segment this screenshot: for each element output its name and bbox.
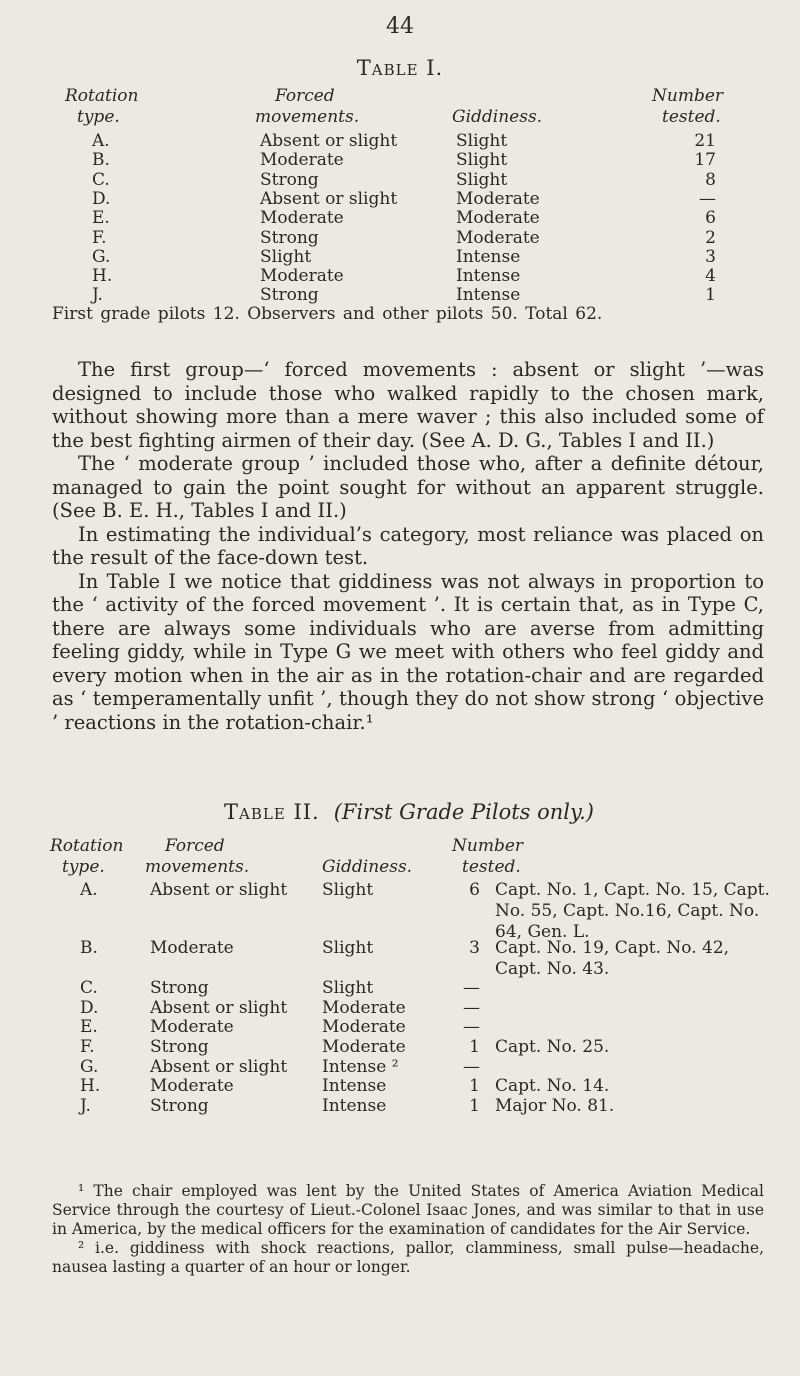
- table2-cell-giddiness: Intense ²: [322, 1057, 399, 1077]
- table2-cell-number: 1: [469, 1037, 480, 1057]
- table2-cell-number: 3: [469, 938, 480, 958]
- footnote-2: ² i.e. giddiness with shock reactions, pallor, clamminess, small pulse—headache, nausea lasting a quarter of an hour or longer.: [52, 1239, 764, 1276]
- table2-cell-number: —: [463, 978, 480, 998]
- table2-header-giddiness: Giddiness.: [322, 857, 413, 877]
- table1-cell-forced: Absent or slight: [260, 131, 398, 151]
- table2-cell-type: F.: [80, 1037, 95, 1057]
- table1-cell-type: F.: [92, 227, 107, 248]
- paragraph-3: In estimating the individual’s category, most reliance was placed on the result of the face-down test.: [52, 522, 764, 569]
- table1-cell-type: C.: [92, 169, 110, 190]
- table1-cell-type: B.: [92, 150, 110, 171]
- body-text: [52, 358, 764, 734]
- table1-cell-number: 1: [705, 285, 716, 306]
- table2-cell-remarks: Capt. No. 14.: [495, 1076, 610, 1096]
- table2-cell-giddiness: Slight: [322, 938, 374, 958]
- table1-cell-type: H.: [92, 266, 113, 287]
- table2-cell-remarks: Capt. No. 1, Capt. No. 15, Capt. No. 55, Capt. No.16, Capt. No. 64, Gen. L.: [495, 880, 770, 942]
- table1-cell-type: A.: [92, 131, 110, 151]
- table2-cell-number: —: [463, 1057, 480, 1077]
- table2-cell-forced: Absent or slight: [150, 998, 288, 1018]
- table1-cell-giddiness: Moderate: [456, 208, 540, 229]
- table2-cell-forced: Moderate: [150, 1076, 234, 1096]
- table2-cell-giddiness: Intense: [322, 1076, 387, 1096]
- table1-header-number: Number tested.: [652, 86, 724, 127]
- table1-cell-forced: Moderate: [260, 150, 344, 171]
- table2-cell-number: —: [463, 998, 480, 1018]
- table1-cell-giddiness: Moderate: [456, 188, 540, 209]
- table2-cell-forced: Strong: [150, 1037, 209, 1057]
- table2-cell-type: B.: [80, 938, 98, 958]
- table2-cell-remarks: Capt. No. 19, Capt. No. 42, Capt. No. 43.: [495, 938, 730, 979]
- table1-cell-number: —: [699, 188, 716, 209]
- table2-cell-number: 1: [469, 1076, 480, 1096]
- table1-cell-giddiness: Intense: [456, 246, 521, 267]
- table2-cell-type: H.: [80, 1076, 101, 1096]
- table1-cell-number: 4: [705, 266, 716, 287]
- table2-cell-remarks: Major No. 81.: [495, 1096, 615, 1116]
- table2-header-forced: Forced movements.: [145, 836, 250, 877]
- page-number: 44: [386, 14, 414, 39]
- table1-cell-giddiness: Slight: [456, 131, 508, 151]
- table2-cell-giddiness: Moderate: [322, 998, 406, 1018]
- table2-cell-type: J.: [80, 1096, 91, 1116]
- table2-cell-type: E.: [80, 1017, 98, 1037]
- table2-cell-number: 1: [469, 1096, 480, 1116]
- table1-cell-forced: Absent or slight: [260, 188, 398, 209]
- table2-caption: [224, 800, 594, 824]
- table1-cell-number: 6: [705, 208, 716, 229]
- table2-cell-number: 6: [469, 880, 480, 900]
- paragraph-1: The first group—‘ forced movements : absent or slight ’—was designed to include those who walked rapidly to the chosen mark, without showing more than a mere waver ; this also included some of the best fighting airmen of their day. (See A. D. G., Tables I and II.): [52, 358, 764, 452]
- table2-cell-number: —: [463, 1017, 480, 1037]
- table1-cell-giddiness: Intense: [456, 266, 521, 287]
- table2-subcaption: (First Grade Pilots only.): [333, 800, 594, 824]
- table1-cell-number: 3: [705, 246, 716, 267]
- table2-cell-giddiness: Moderate: [322, 1017, 406, 1037]
- table1-cell-number: 2: [705, 227, 716, 248]
- table1-cell-giddiness: Slight: [456, 169, 508, 190]
- table1-cell-number: 21: [694, 131, 716, 151]
- table1-cell-forced: Strong: [260, 169, 319, 190]
- footnote-1: ¹ The chair employed was lent by the United States of America Aviation Medical Service through the courtesy of Lieut.-Colonel Isaac Jones, and was similar to that in use in America, by the medical officers for the examination of candidates for the Air Service.: [52, 1182, 764, 1238]
- footnotes: [52, 1182, 764, 1277]
- table2-cell-giddiness: Slight: [322, 978, 374, 998]
- table1-cell-forced: Strong: [260, 227, 319, 248]
- table1-cell-type: D.: [92, 188, 111, 209]
- table1-cell-type: G.: [92, 246, 111, 267]
- paragraph-2: The ‘ moderate group ’ included those who, after a definite détour, managed to gain the point sought for without an apparent struggle. (See B. E. H., Tables I and II.): [52, 452, 764, 522]
- table2-cell-remarks: Capt. No. 25.: [495, 1037, 610, 1057]
- table2-cell-forced: Moderate: [150, 1017, 234, 1037]
- table1-cell-forced: Strong: [260, 285, 319, 306]
- table1-cell-forced: Moderate: [260, 266, 344, 287]
- table2-cell-forced: Moderate: [150, 938, 234, 958]
- table1-cell-number: 8: [705, 169, 716, 190]
- table1-cell-forced: Moderate: [260, 208, 344, 229]
- table1-cell-type: J.: [92, 285, 103, 306]
- table2-cell-type: G.: [80, 1057, 99, 1077]
- table1-caption-text: Table I.: [356, 56, 444, 80]
- table2-caption-text: Table II.: [224, 800, 320, 824]
- table1-cell-type: E.: [92, 208, 110, 229]
- table2-header-number: Number tested.: [452, 836, 524, 877]
- table2-cell-forced: Strong: [150, 978, 209, 998]
- table2-cell-forced: Absent or slight: [150, 880, 288, 900]
- paragraph-4: In Table I we notice that giddiness was not always in proportion to the ‘ activity of the forced movement ’. It is certain that, as in Type C, there are always some individuals who are averse from admitting feeling giddy, while in Type G we meet with others who feel giddy and every motion when in the air as in the rotation-chair and are regarded as ‘ temperamentally unfit ’, though they do not show strong ‘ objective ’ reactions in the rotation-chair.¹: [52, 569, 764, 734]
- table1-header-forced: Forced movements.: [255, 86, 360, 127]
- table1-cell-forced: Slight: [260, 246, 312, 267]
- table2-cell-giddiness: Slight: [322, 880, 374, 900]
- table1-header-giddiness: Giddiness.: [452, 107, 543, 127]
- table2-cell-forced: Absent or slight: [150, 1057, 288, 1077]
- table1-cell-number: 17: [694, 150, 716, 171]
- table1-cell-giddiness: Moderate: [456, 227, 540, 248]
- table2-cell-giddiness: Intense: [322, 1096, 387, 1116]
- table1-caption: [0, 56, 800, 80]
- table2-header-rotation: Rotation type.: [50, 836, 124, 877]
- table1-totals: First grade pilots 12. Observers and other pilots 50. Total 62.: [52, 304, 603, 324]
- table1-header-rotation: Rotation type.: [65, 86, 139, 127]
- table1-cell-giddiness: Slight: [456, 150, 508, 171]
- table2-cell-type: C.: [80, 978, 98, 998]
- table2-cell-type: A.: [80, 880, 98, 900]
- table2-cell-giddiness: Moderate: [322, 1037, 406, 1057]
- table2-cell-forced: Strong: [150, 1096, 209, 1116]
- table2-cell-type: D.: [80, 998, 99, 1018]
- table1-cell-giddiness: Intense: [456, 285, 521, 306]
